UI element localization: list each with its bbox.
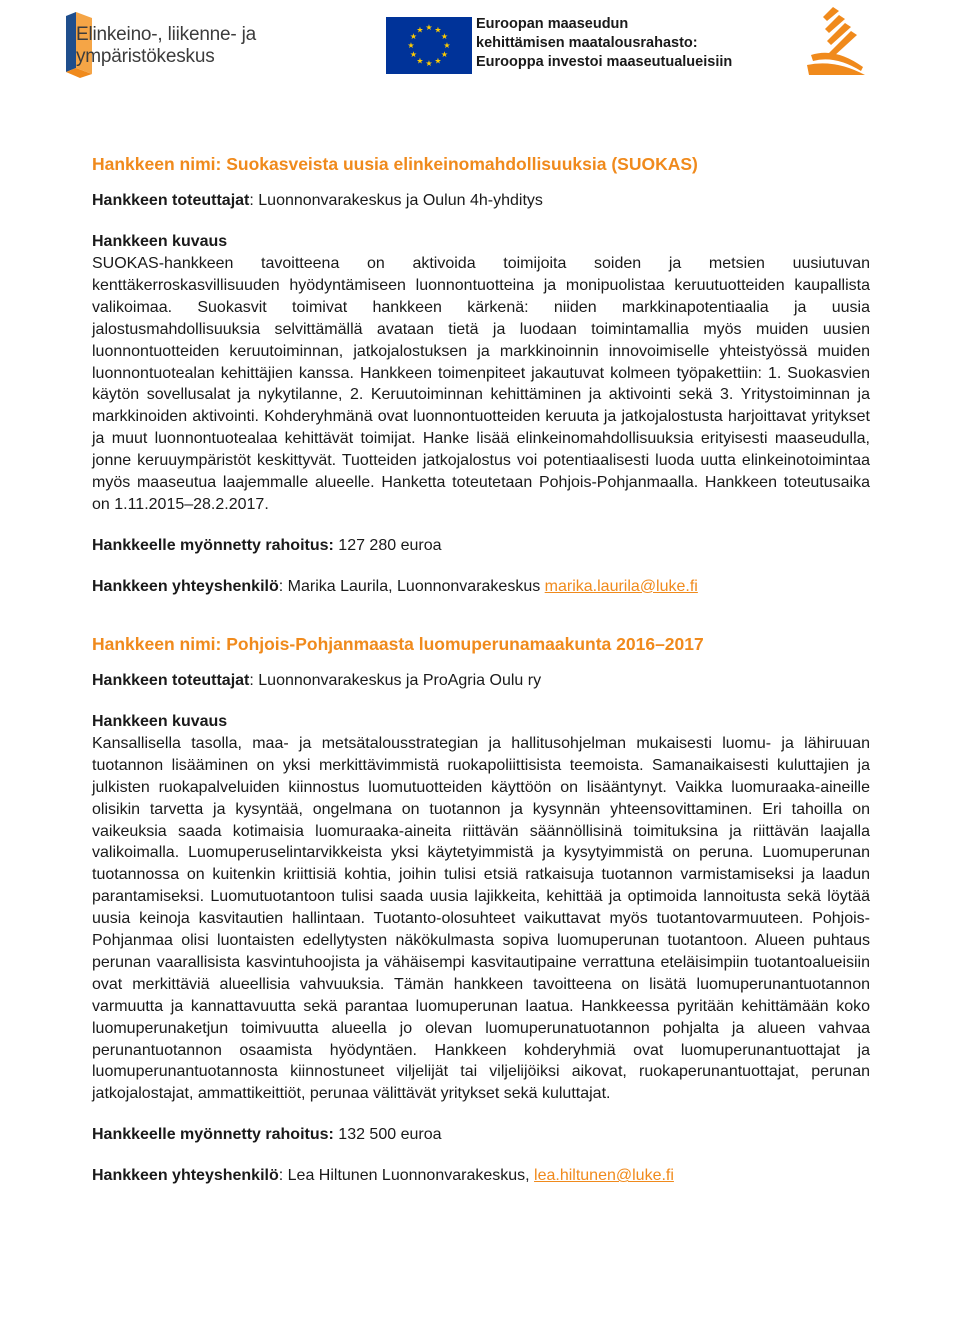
svg-text:★: ★ <box>409 32 418 41</box>
ely-logo-line1: Elinkeino-, liikenne- ja <box>76 24 257 45</box>
page-content <box>92 152 870 1187</box>
eu-fund-text <box>476 15 732 72</box>
funding-value: 127 280 euroa <box>333 536 442 554</box>
svg-text:★: ★ <box>434 25 442 35</box>
svg-text:★: ★ <box>440 32 449 41</box>
contact-label: Hankkeen yhteyshenkilö <box>92 1167 279 1185</box>
eu-text-line2: kehittämisen maatalousrahasto: <box>476 35 698 51</box>
svg-text:★: ★ <box>440 50 449 59</box>
eu-flag-icon <box>386 17 472 74</box>
page-header <box>0 0 960 100</box>
funding-label: Hankkeelle myönnetty rahoitus: <box>92 536 334 554</box>
project-contact <box>92 1165 870 1187</box>
implementers-label: Hankkeen toteuttajat <box>92 192 250 209</box>
project-contact <box>92 576 870 598</box>
funding-value: 132 500 euroa <box>333 1126 442 1144</box>
contact-label: Hankkeen yhteyshenkilö <box>92 577 279 595</box>
project-2 <box>92 632 870 1187</box>
description-label: Hankkeen kuvaus <box>92 233 228 250</box>
project-title: Hankkeen nimi: Pohjois-Pohjanmaasta luomuperunamaakunta 2016–2017 <box>92 633 704 654</box>
svg-text:★: ★ <box>409 50 418 59</box>
implementers-value: : Luonnonvarakeskus ja ProAgria Oulu ry <box>249 671 542 689</box>
contact-email-link[interactable]: lea.hiltunen@luke.fi <box>534 1167 674 1185</box>
footer <box>0 1250 960 1327</box>
svg-text:★: ★ <box>407 41 415 50</box>
project-description: SUOKAS-hankkeen tavoitteena on aktivoida toimijoita soiden ja metsien uusiutuvan kenttäkerroskasvillisuuden hyödyntämiseen luonnontuotteina ja monipuolistaa keruutuotteiden kaupallista valikoimaa. Suokasvit toimivat hankkeen kärkenä: niiden markkinapotentiaalia ja uusia jalostusmahdollisuuksia selvittämällä avataan tietä ja luodaan toimintamallia myös muiden uusien luonnontuotteiden keruutoiminnan, jatkojalostuksen ja markkinoinnin innovoimiselle yhteistyössä muiden luonnontuotealan kehittäjien kanssa. Hankkeen toimenpiteet jakautuvat kolmeen työpakettiin: 1. Suokasvien käytön sovellusalat ja nykytilanne, 2. Keruutoiminnan kehittäminen ja aktivointi sekä 3. Yritystoiminnan ja markkinoiden aktivointi. Kohderyhmänä ovat luonnontuotteiden keruuta ja jatkojalostusta harjoittavat yritykset ja muut luonnontuotealaa kehittävät toimijat. Hanke lisää elinkeinomahdollisuuksia erityisesti maaseudulla, jonne keruuympäristöt keskittyvät. Tuotteiden jatkojalostus voi potentiaalisesti luoda uutta elinkeinotoimintaa myös maaseutua laajemmalle alueelle. Hanketta toteutetaan Pohjois-Pohjanmaalla. Hankkeen toteutusaika on 1.11.2015–28.2.2017. <box>92 255 870 513</box>
project-implementers <box>92 670 870 692</box>
project-funding <box>92 1124 870 1146</box>
project-funding <box>92 535 870 557</box>
footer-url: www.ely-keskus.fi <box>760 1264 895 1283</box>
contact-value: : Lea Hiltunen Luonnonvarakeskus, <box>278 1167 535 1185</box>
project-description: Kansallisella tasolla, maa- ja metsätalousstrategian ja hallitusohjelman mukaisesti luomu- ja lähiruuan tuotannon lisääminen on yksi merkittävimmistä ruokapoliittisista teemoista. Samanaikaisesti kuluttajien ja julkisten ruokapalveluiden kiinnostus luomutuotteiden käyttöön on lisääntynyt. Vaikka luomuraaka-aineille olisikin tarvetta ja kysyntää, ongelmana on tuotannon ja kysynnän yhteensovittaminen. Eri tahoilla on vaikeuksia saada kotimaisia luomuraaka-aineita riittävän säännöllisinä toimituksina ja riittävän laajalla valikoimalla. Luomuperuselintarvikkeista yksi käytetyimmistä ja kysytyimmistä on peruna. Luomuperunan tuotannossa on kuitenkin kriittisiä kohtia, joihin tulisi etsiä ratkaisuja tuotannon varmistamiseksi ja laadun parantamiseksi. Luomutuotantoon tulisi saada uusia lajikkeita, kehittää ja optimoida lannoitusta sekä löytää uusia keinoja kasvitautien hallintaan. Tuotanto-olosuhteet vaikuttavat myös tuotantovarmuuteen. Pohjois-Pohjanmaa olisi luontaisten edellytysten näkökulmasta sopiva luomuperunan tuotantoon. Alueen puhtaus perunan vaarallisista kasvintuhoojista ja vähäisempi kasvitautipaine verrattuna eteläisimpiin tuotantoalueisiin ovat merkittäviä alueellisia vahvuuksia. Tämän hankkeen tavoitteena on lisätä luomuperunantuotannon varmuutta ja kannattavuutta sekä parantaa luomuperunan laatua. Hankkeessa pyritään kehittämään koko luomuperunaketjun toimivuutta alueella jo olevan luomuperunatuotannon pohjalta ja alueen vahvaa perunantuotannon osaamista hyödyntäen. Hankkeen kohderyhmiä ovat luomuperunantuottajat ja luomuperunantuotannosta kiinnostuneet viljelijät tai viljelijöiksi aikovat, ruokaperunantuottajat, perunan jatkojalostajat, ammattikeittiöt, perunaa välittävät yritykset sekä kuluttajat. <box>92 734 870 1103</box>
ely-logo-line2: ympäristökeskus <box>76 46 215 67</box>
leader-logo-icon <box>805 5 870 77</box>
eu-text-line1: Euroopan maaseudun <box>476 16 629 32</box>
eu-text-line3: Eurooppa investoi maaseutualueisiin <box>476 54 733 70</box>
description-label: Hankkeen kuvaus <box>92 712 228 730</box>
project-1 <box>92 152 870 598</box>
svg-text:★: ★ <box>425 59 433 68</box>
svg-text:★: ★ <box>425 23 433 32</box>
project-title: Hankkeen nimi: Suokasveista uusia elinkeinomahdollisuuksia (SUOKAS) <box>92 154 698 174</box>
svg-text:★: ★ <box>443 41 451 50</box>
implementers-value: : Luonnonvarakeskus ja Oulun 4h-yhditys <box>249 192 543 209</box>
project-implementers <box>92 190 870 212</box>
svg-text:★: ★ <box>434 56 442 66</box>
svg-text:★: ★ <box>416 25 424 35</box>
svg-text:★: ★ <box>416 56 424 66</box>
funding-label: Hankkeelle myönnetty rahoitus: <box>92 1126 334 1144</box>
implementers-label: Hankkeen toteuttajat <box>92 671 250 689</box>
contact-value: : Marika Laurila, Luonnonvarakeskus <box>278 577 545 595</box>
ely-logo-text <box>76 24 256 68</box>
contact-email-link[interactable]: marika.laurila@luke.fi <box>544 577 698 595</box>
